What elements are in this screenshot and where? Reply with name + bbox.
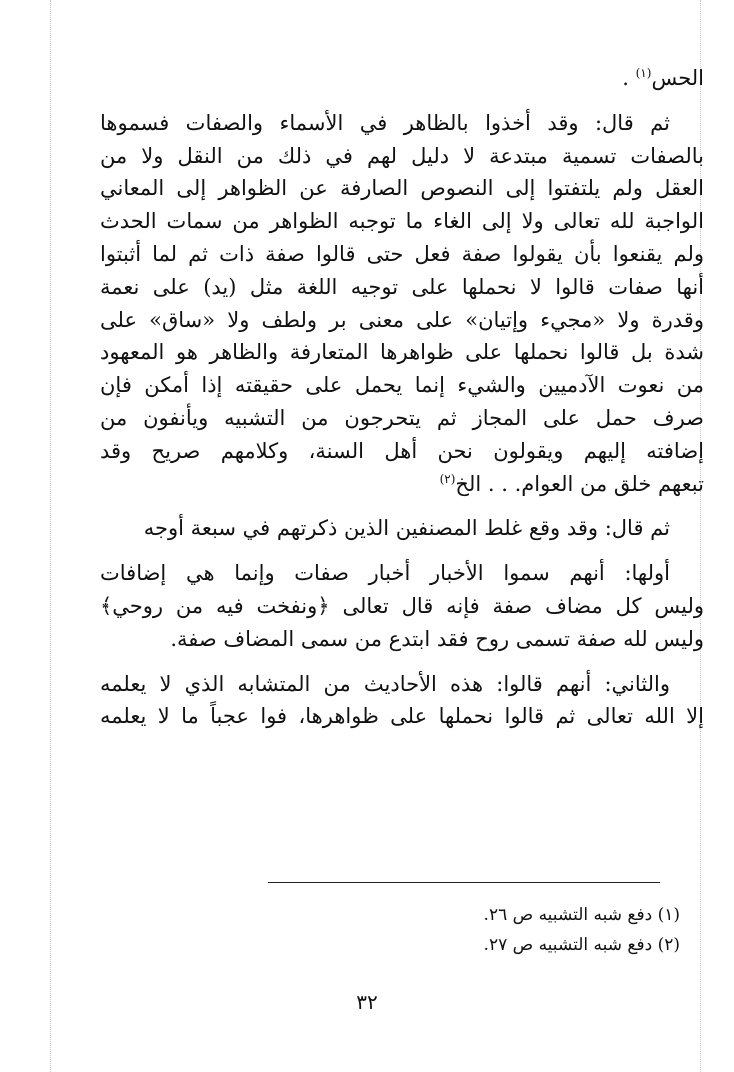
paragraph-line: أولها: أنهم سموا الأخبار أخبار صفات وإنما هي إضافات (100, 561, 670, 586)
paragraph-end-text: تبعهم خلق من العوام. . . الخ (455, 471, 704, 496)
top-line-tail: . (622, 66, 636, 90)
paragraph-line: الواجبة لله تعالى ولا إلى الغاء ما توجبه الظواهر من سمات الحدث (100, 209, 704, 234)
paragraph-line: ثم قال: وقد أخذوا بالظاهر في الأسماء والصفات فسموها (100, 110, 670, 135)
top-line-text: الحس (651, 66, 704, 90)
footnote-2: (٢) دفع شبه التشبيه ص ٢٧. (483, 935, 680, 955)
paragraph-line-end (100, 468, 704, 501)
paragraph-4 (100, 668, 704, 734)
paragraph-line: إلا الله تعالى ثم قالوا نحملها على ظواهرها، فوا عجباً ما لا يعلمه (100, 704, 704, 729)
paragraph-line: وقدرة ولا «مجيء وإتيان» على معنى بر ولطف ولا «ساق» على (100, 307, 704, 332)
page-number: ٣٢ (356, 990, 378, 1014)
paragraph-line: شدة بل قالوا نحملها على ظواهرها المتعارفة والظاهر هو المعهود (100, 340, 704, 365)
paragraph-line: وليس كل مضاف صفة فإنه قال تعالى ﴿ونفخت فيه من روحي﴾ (100, 593, 704, 618)
paragraph-line: أنها صفات قالوا لا نحملها على توجيه اللغة مثل (يد) على نعمة (100, 274, 704, 299)
paragraph-line: والثاني: أنهم قالوا: هذه الأحاديث من المتشابه الذي لا يعلمه (100, 671, 670, 696)
paragraph-line: من نعوت الآدميين والشيء إنما يحمل على حقيقته إذا أمكن فإن (100, 373, 704, 398)
top-line (100, 62, 704, 95)
footnotes (100, 900, 680, 960)
paragraph-line: وليس لله صفة تسمى روح فقد ابتدع من سمى المضاف صفة. (170, 626, 704, 651)
footnote-1: (١) دفع شبه التشبيه ص ٢٦. (483, 905, 680, 925)
footnote-ref-1[interactable]: (١) (635, 66, 652, 80)
page-body (100, 62, 704, 733)
paragraph-line: ثم قال: وقد وقع غلط المصنفين الذين ذكرتهم في سبعة أوجه (143, 516, 670, 541)
scan-edge-left (50, 0, 51, 1072)
paragraph-line: صرف حمل على المجاز ثم يتحرجون من التشبيه ويأنفون من (100, 405, 704, 430)
paragraph-3 (100, 557, 704, 655)
paragraph-line: ولم يقنعوا بأن يقولوا صفة فعل حتى قالوا صفة ذات ثم لما أثبتوا (100, 241, 704, 266)
footnote-divider (268, 882, 660, 883)
paragraph-line: بالصفات تسمية مبتدعة لا دليل لهم في ذلك من النقل ولا من (100, 143, 704, 168)
paragraph-2 (100, 512, 704, 545)
paragraph-1 (100, 107, 704, 501)
paragraph-line: إضافته إليهم ويقولون نحن أهل السنة، وكلامهم صريح وقد (100, 438, 704, 463)
paragraph-line: العقل ولم يلتفتوا إلى النصوص الصارفة عن الظواهر إلى المعاني (100, 176, 704, 201)
footnote-ref-2[interactable]: (٢) (439, 471, 456, 486)
